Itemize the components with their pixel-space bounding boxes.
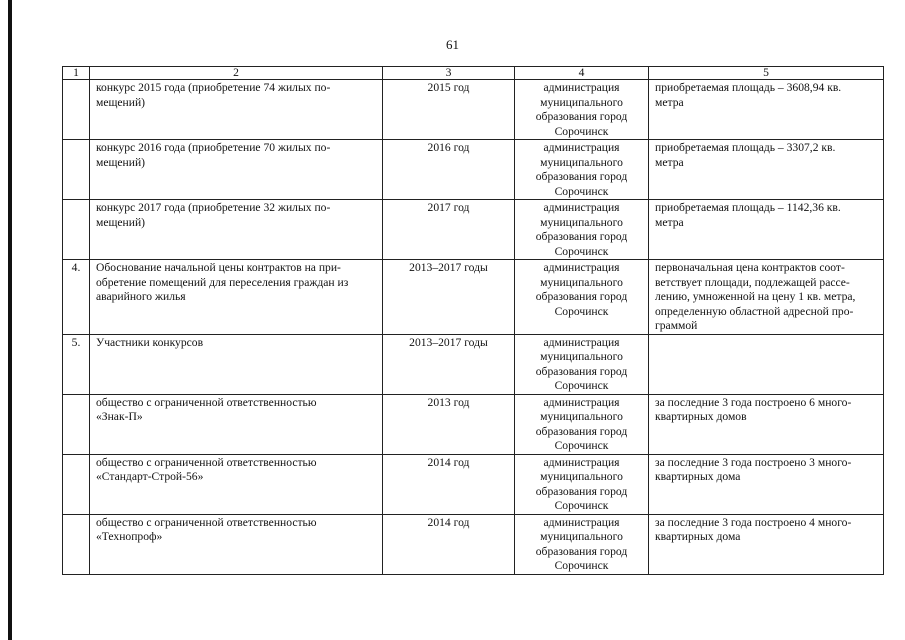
header-cell-1: 1 <box>63 67 90 80</box>
event-cell: конкурс 2015 года (приобретение 74 жилых по- мещений) <box>90 80 383 140</box>
result-cell: за последние 3 года построено 3 много- квартирных дома <box>649 454 884 514</box>
executor-cell: администрация муниципального образования город Сорочинск <box>515 514 649 574</box>
row-number <box>63 454 90 514</box>
result-cell: первоначальная цена контрактов соот- ветствует площади, подлежащей рассе- лению, умноженной на цену 1 кв. метра, определенную областной адресной про- граммой <box>649 260 884 335</box>
table-row <box>63 394 884 454</box>
result-cell: приобретаемая площадь – 3608,94 кв. метра <box>649 80 884 140</box>
header-cell-2: 2 <box>90 67 383 80</box>
header-cell-5: 5 <box>649 67 884 80</box>
executor-cell: администрация муниципального образования город Сорочинск <box>515 334 649 394</box>
table-row <box>63 80 884 140</box>
executor-cell: администрация муниципального образования город Сорочинск <box>515 140 649 200</box>
result-cell: за последние 3 года построено 6 много- квартирных домов <box>649 394 884 454</box>
table-header-row <box>63 67 884 80</box>
row-number: 5. <box>63 334 90 394</box>
table-row <box>63 200 884 260</box>
table-row <box>63 454 884 514</box>
table-row <box>63 260 884 335</box>
executor-cell: администрация муниципального образования город Сорочинск <box>515 454 649 514</box>
result-cell: приобретаемая площадь – 1142,36 кв. метра <box>649 200 884 260</box>
page-number: 61 <box>446 37 459 52</box>
header-cell-4: 4 <box>515 67 649 80</box>
period-cell: 2013–2017 годы <box>383 260 515 335</box>
result-cell: за последние 3 года построено 4 много- квартирных дома <box>649 514 884 574</box>
event-cell: конкурс 2016 года (приобретение 70 жилых по- мещений) <box>90 140 383 200</box>
period-cell: 2013 год <box>383 394 515 454</box>
executor-cell: администрация муниципального образования город Сорочинск <box>515 260 649 335</box>
event-cell: общество с ограниченной ответственностью «Стандарт-Строй-56» <box>90 454 383 514</box>
executor-cell: администрация муниципального образования город Сорочинск <box>515 80 649 140</box>
table-row <box>63 140 884 200</box>
scan-edge-bar <box>8 0 12 640</box>
event-cell: общество с ограниченной ответственностью «Знак-П» <box>90 394 383 454</box>
period-cell: 2015 год <box>383 80 515 140</box>
executor-cell: администрация муниципального образования город Сорочинск <box>515 394 649 454</box>
row-number <box>63 394 90 454</box>
executor-cell: администрация муниципального образования город Сорочинск <box>515 200 649 260</box>
document-table <box>62 66 884 575</box>
table-row <box>63 514 884 574</box>
row-number <box>63 80 90 140</box>
table-row <box>63 334 884 394</box>
period-cell: 2014 год <box>383 454 515 514</box>
row-number <box>63 140 90 200</box>
period-cell: 2014 год <box>383 514 515 574</box>
row-number <box>63 200 90 260</box>
header-cell-3: 3 <box>383 67 515 80</box>
event-cell: Участники конкурсов <box>90 334 383 394</box>
row-number: 4. <box>63 260 90 335</box>
event-cell: общество с ограниченной ответственностью «Технопроф» <box>90 514 383 574</box>
period-cell: 2013–2017 годы <box>383 334 515 394</box>
period-cell: 2016 год <box>383 140 515 200</box>
event-cell: Обоснование начальной цены контрактов на при- обретение помещений для переселения граждан из аварийного жилья <box>90 260 383 335</box>
period-cell: 2017 год <box>383 200 515 260</box>
event-cell: конкурс 2017 года (приобретение 32 жилых по- мещений) <box>90 200 383 260</box>
result-cell <box>649 334 884 394</box>
result-cell: приобретаемая площадь – 3307,2 кв. метра <box>649 140 884 200</box>
row-number <box>63 514 90 574</box>
